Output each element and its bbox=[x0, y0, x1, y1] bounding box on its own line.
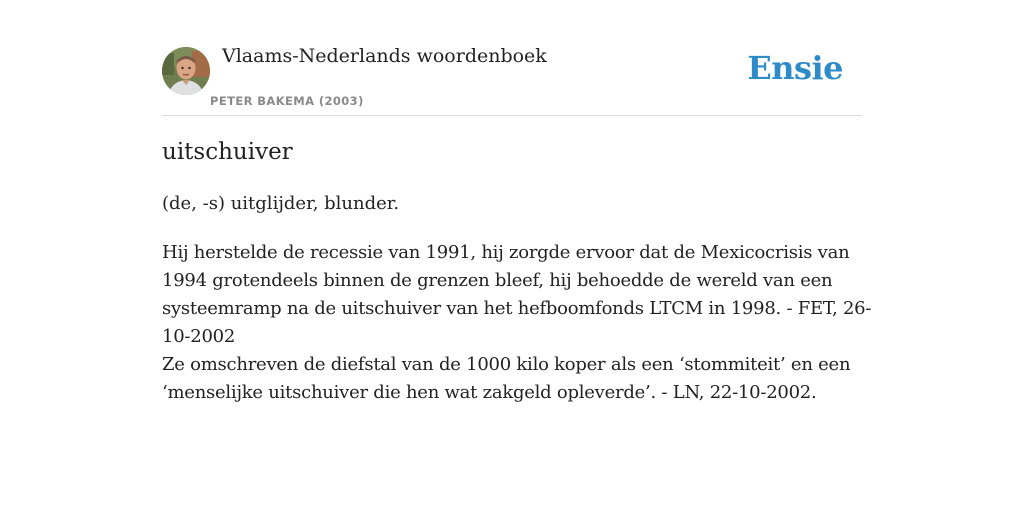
header bbox=[162, 0, 862, 116]
author-photo bbox=[162, 47, 210, 95]
author-avatar[interactable] bbox=[162, 47, 210, 95]
headword: uitschuiver bbox=[162, 139, 293, 165]
book-title[interactable]: Vlaams-Nederlands woordenboek bbox=[222, 45, 547, 67]
example-quote: Ze omschreven de diefstal van de 1000 kilo koper als een ‘stommiteit’ en een ‘menselijke uitschuiver die hen wat zakgeld opleverde’. - LN, 22-10-2002. bbox=[162, 354, 851, 403]
example-quote: Hij herstelde de recessie van 1991, hij zorgde ervoor dat de Mexicocrisis van 1994 grotendeels binnen de grenzen bleef, hij behoedde de wereld van een systeemramp na de uitschuiver van het hefboomfonds LTCM in 1998. - FET, 26-10-2002 bbox=[162, 242, 872, 347]
ensie-logo[interactable]: Ensie bbox=[747, 49, 843, 87]
definition: (de, -s) uitglijder, blunder. bbox=[162, 193, 400, 214]
page-content bbox=[162, 0, 872, 403]
author-name[interactable]: PETER BAKEMA (2003) bbox=[210, 94, 364, 108]
